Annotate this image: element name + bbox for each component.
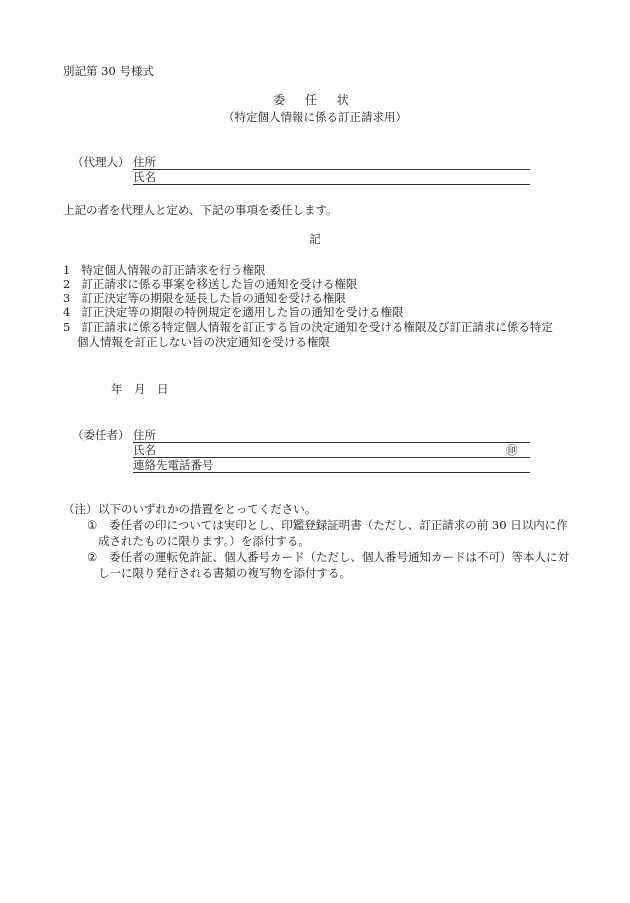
list-item [63, 305, 403, 320]
agent-label: （代理人） [72, 155, 130, 169]
note-mark: ② [87, 550, 98, 564]
note-text-continuation: し一に限り発行される書類の複写物を添付する。 [98, 566, 351, 580]
item-text: 訂正決定等の期限の特例規定を適用した旨の通知を受ける権限 [81, 305, 404, 319]
item-text: 特定個人情報の訂正請求を行う権限 [81, 263, 266, 277]
item-text: 訂正請求に係る事案を移送した旨の通知を受ける権限 [81, 277, 358, 291]
document-subtitle: （特定個人情報に係る訂正請求用） [223, 110, 407, 124]
form-number: 別記第 30 号様式 [63, 64, 154, 78]
item-number: 3 [63, 291, 71, 305]
principal-phone-label: 連絡先電話番号 [133, 458, 214, 472]
item-number: 5 [63, 320, 71, 334]
list-item-continuation: 個人情報を訂正しない旨の決定通知を受ける権限 [77, 335, 330, 349]
month-label: 月 [134, 382, 146, 396]
list-item [63, 320, 553, 335]
note-text-continuation: 成されたものに限ります。）を添付する。 [98, 534, 310, 548]
principal-address-label: 住所 [133, 428, 156, 442]
item-text: 訂正決定等の期限を延長した旨の通知を受ける権限 [81, 291, 346, 305]
item-number: 1 [63, 263, 71, 277]
principal-label: （委任者） [72, 428, 130, 442]
notes-intro: 以下のいずれかの措置をとってください。 [98, 502, 317, 516]
list-item [63, 277, 357, 292]
day-label: 日 [157, 382, 169, 396]
document-title: 委 任 状 [273, 93, 357, 107]
list-item [63, 291, 346, 306]
item-number: 4 [63, 305, 71, 319]
seal-mark: ㊞ [506, 443, 518, 457]
agent-address-label: 住所 [133, 155, 156, 169]
principal-phone-field[interactable] [133, 472, 530, 473]
principal-address-field[interactable] [133, 442, 530, 443]
note-mark: ① [87, 518, 98, 532]
agent-name-label: 氏名 [133, 170, 156, 184]
principal-name-label: 氏名 [133, 443, 156, 457]
agent-name-field[interactable] [133, 184, 530, 185]
delegation-statement: 上記の者を代理人と定め、下記の事項を委任します。 [63, 203, 338, 217]
note-text: 委任者の運転免許証、個人番号カード（ただし、個人番号通知カードは不可）等本人に対 [109, 550, 569, 564]
list-item [63, 263, 265, 278]
item-number: 2 [63, 277, 71, 291]
ki-heading: 記 [309, 232, 321, 246]
agent-address-field[interactable] [133, 169, 530, 170]
note-text: 委任者の印については実印とし、印鑑登録証明書（ただし、訂正請求の前 30 日以内に作 [109, 518, 568, 532]
year-label: 年 [111, 382, 123, 396]
notes-heading: （注） [63, 502, 98, 516]
item-text: 訂正請求に係る特定個人情報を訂正する旨の決定通知を受ける権限及び訂正請求に係る特定 [81, 320, 553, 334]
